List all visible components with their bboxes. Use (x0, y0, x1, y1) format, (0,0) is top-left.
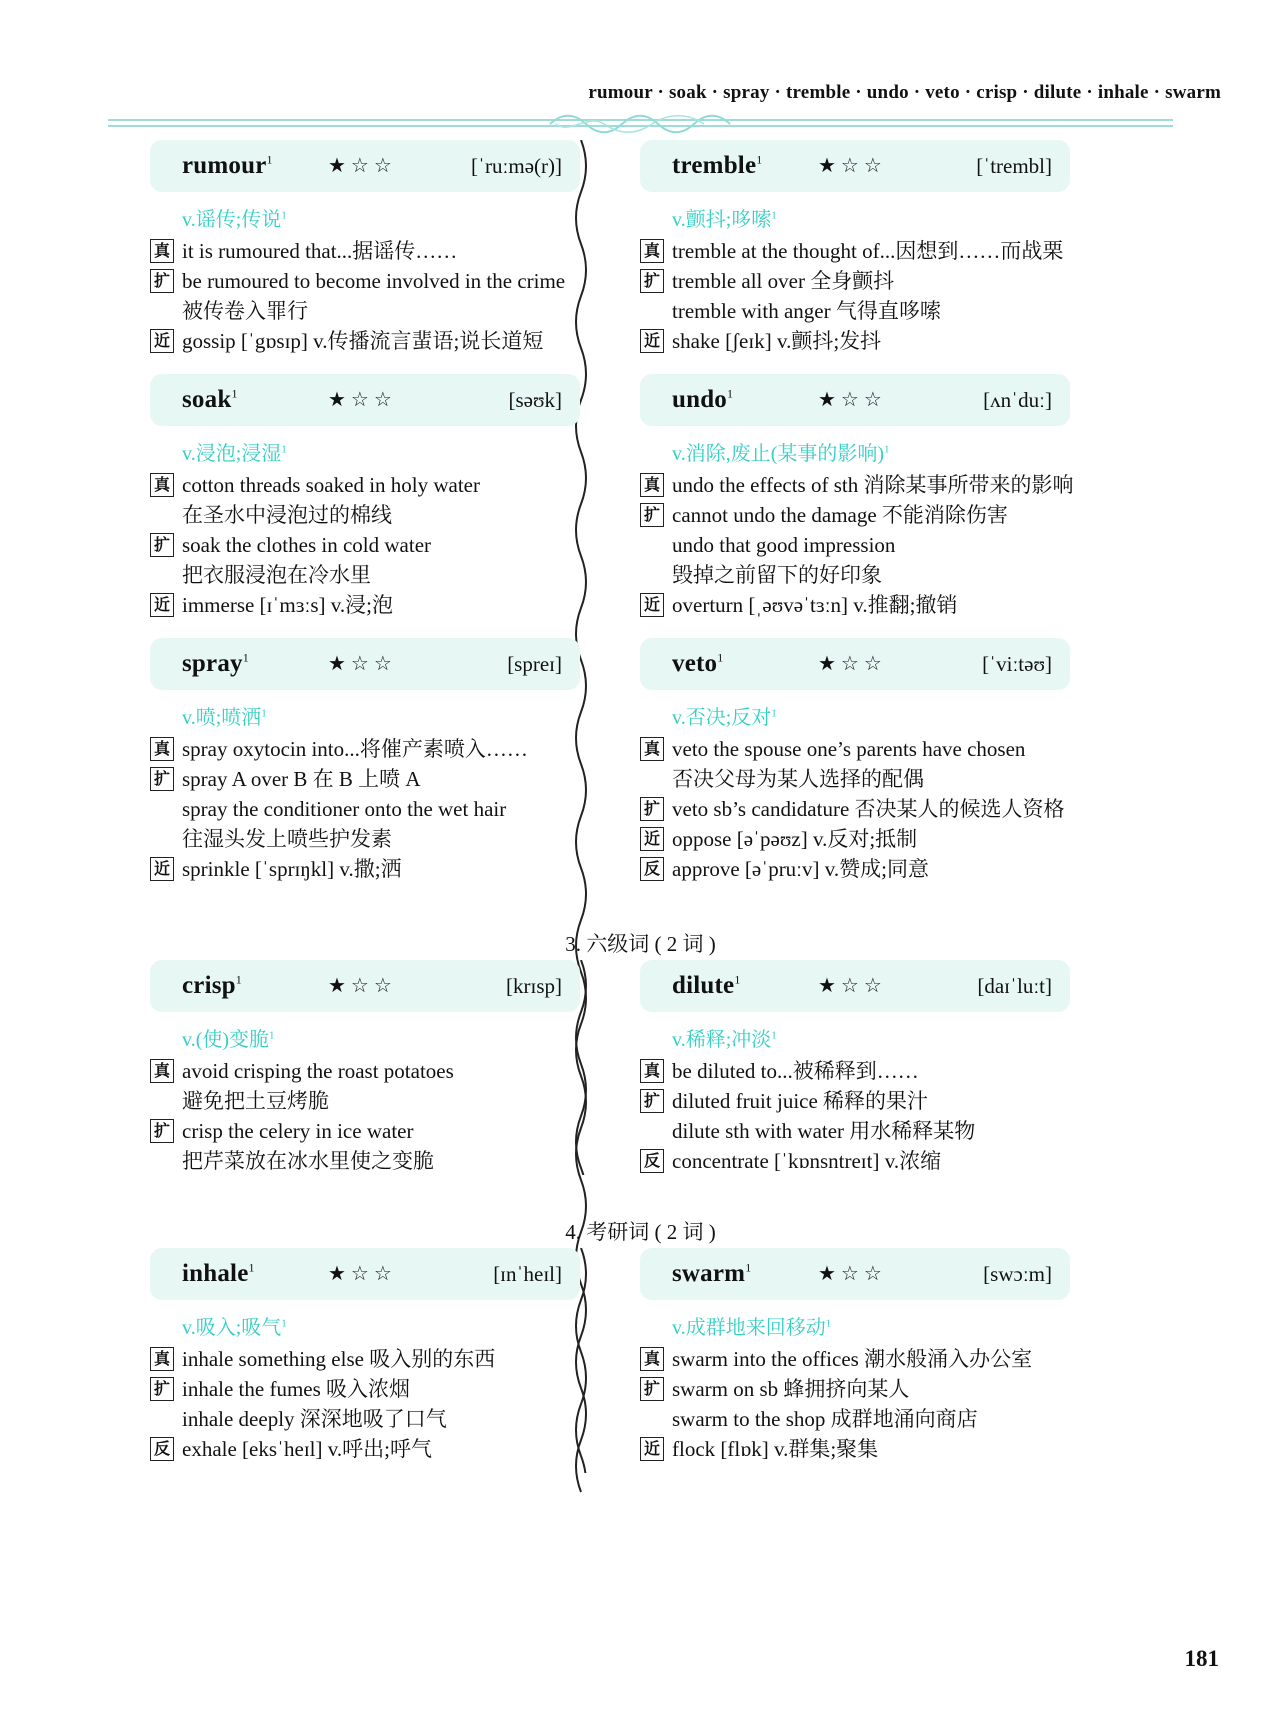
example-line (150, 854, 580, 884)
word-headword: rumour$^1$ (182, 152, 273, 179)
example-text: tremble at the thought of...因想到……而战栗 (672, 239, 1064, 263)
word-headword: dilute$^1$ (672, 972, 741, 999)
marker-real-icon: 真 (150, 1059, 174, 1083)
phonetic-transcription: [səʊk] (508, 387, 562, 412)
marker-expand-icon: 扩 (150, 533, 174, 557)
example-text: shake [ʃeɪk] v.颤抖;发抖 (672, 329, 882, 353)
example-line (150, 470, 580, 500)
example-continuation: 否决父母为某人选择的配偶 (672, 767, 924, 791)
phonetic-transcription: [ˈviːtəʊ] (982, 651, 1052, 676)
word-headword: soak$^1$ (182, 386, 238, 413)
marker-synonym-icon: 近 (150, 857, 174, 881)
word-header (640, 1248, 1070, 1300)
example-line (640, 500, 1070, 530)
marker-expand-icon: 扩 (640, 797, 664, 821)
example-line (640, 1434, 1070, 1464)
example-continuation: inhale deeply 深深地吸了口气 (182, 1407, 447, 1431)
example-line (640, 794, 1070, 824)
example-text: avoid crisping the roast potatoes (182, 1059, 454, 1083)
column-right-sec4 (640, 1248, 1070, 1470)
word-header (640, 140, 1070, 192)
example-text: inhale something else 吸入别的东西 (182, 1347, 496, 1371)
example-text: soak the clothes in cold water (182, 533, 432, 557)
example-line (150, 1344, 580, 1374)
word-entry-soak (150, 374, 580, 620)
word-entry-spray (150, 638, 580, 884)
example-line (640, 1344, 1070, 1374)
star-rating: ★☆☆ (818, 389, 887, 411)
example-text: spray oxytocin into...将催产素喷入…… (182, 737, 528, 761)
example-line (150, 1116, 580, 1146)
column-right-top (640, 140, 1074, 890)
marker-real-icon: 真 (150, 473, 174, 497)
phonetic-transcription: [daɪˈluːt] (977, 973, 1052, 998)
section-heading-3: 3. 六级词 ( 2 词 ) (565, 932, 716, 956)
word-header (150, 638, 580, 690)
phonetic-transcription: [ˈtrembl] (976, 153, 1052, 178)
example-line (640, 470, 1074, 500)
marker-antonym-icon: 反 (640, 857, 664, 881)
word-sense: v.浸泡;浸湿$^1$ (182, 443, 287, 465)
example-line (640, 734, 1070, 764)
example-line (640, 854, 1070, 884)
word-entry-dilute (640, 960, 1070, 1176)
star-rating: ★☆☆ (328, 155, 397, 177)
star-rating: ★☆☆ (818, 975, 887, 997)
example-text: flock [flɒk] v.群集;聚集 (672, 1437, 879, 1461)
marker-real-icon: 真 (640, 1347, 664, 1371)
marker-expand-icon: 扩 (640, 1089, 664, 1113)
word-header (640, 960, 1070, 1012)
marker-expand-icon: 扩 (640, 1377, 664, 1401)
example-line (150, 236, 580, 266)
word-sense: v.(使)变脆$^1$ (182, 1029, 275, 1051)
page-number: 181 (1184, 1646, 1219, 1671)
column-left-top (150, 140, 580, 890)
example-text: it is rumoured that...据谣传…… (182, 239, 458, 263)
example-line (640, 1086, 1070, 1116)
word-headword: veto$^1$ (672, 650, 724, 677)
word-entry-inhale (150, 1248, 580, 1464)
phonetic-transcription: [krɪsp] (506, 973, 562, 998)
word-sense: v.消除,废止(某事的影响)$^1$ (672, 443, 890, 465)
marker-synonym-icon: 近 (150, 593, 174, 617)
example-line (640, 1056, 1070, 1086)
example-continuation: 往湿头发上喷些护发素 (182, 827, 392, 851)
header-rule (108, 113, 1173, 135)
word-header (150, 1248, 580, 1300)
marker-real-icon: 真 (150, 737, 174, 761)
marker-expand-icon: 扩 (150, 1377, 174, 1401)
example-continuation: dilute sth with water 用水稀释某物 (672, 1119, 976, 1143)
star-rating: ★☆☆ (818, 155, 887, 177)
example-text: overturn [ˌəʊvəˈtɜːn] v.推翻;撤销 (672, 593, 958, 617)
star-rating: ★☆☆ (328, 389, 397, 411)
word-header (640, 638, 1070, 690)
example-text: swarm into the offices 潮水般涌入办公室 (672, 1347, 1033, 1371)
example-continuation: 在圣水中浸泡过的棉线 (182, 503, 392, 527)
word-sense: v.颤抖;哆嗦$^1$ (672, 209, 777, 231)
example-continuation: 被传卷入罪行 (182, 299, 308, 323)
word-header (150, 374, 580, 426)
example-text: tremble all over 全身颤抖 (672, 269, 895, 293)
star-rating: ★☆☆ (818, 653, 887, 675)
word-entry-swarm (640, 1248, 1070, 1464)
word-entry-veto (640, 638, 1070, 884)
phonetic-transcription: [swɔːm] (983, 1261, 1052, 1286)
example-line (640, 824, 1070, 854)
word-sense: v.喷;喷洒$^1$ (182, 707, 267, 729)
example-continuation: 避免把土豆烤脆 (182, 1089, 329, 1113)
column-right-sec3 (640, 960, 1070, 1182)
word-headword: tremble$^1$ (672, 152, 763, 179)
word-header (150, 960, 580, 1012)
word-sense: v.成群地来回移动$^1$ (672, 1317, 832, 1339)
phonetic-transcription: [spreɪ] (507, 651, 562, 676)
section-heading-4: 4. 考研词 ( 2 词 ) (565, 1220, 716, 1244)
word-entry-undo (640, 374, 1074, 620)
example-line (640, 266, 1070, 296)
marker-real-icon: 真 (640, 239, 664, 263)
example-text: veto sb’s candidature 否决某人的候选人资格 (672, 797, 1065, 821)
example-continuation: spray the conditioner onto the wet hair (182, 797, 507, 821)
example-continuation: tremble with anger 气得直哆嗦 (672, 299, 941, 323)
marker-expand-icon: 扩 (640, 269, 664, 293)
phonetic-transcription: [ɪnˈheɪl] (493, 1261, 562, 1286)
word-entry-crisp (150, 960, 580, 1176)
example-line (640, 236, 1070, 266)
marker-expand-icon: 扩 (150, 269, 174, 293)
example-text: be rumoured to become involved in the crime (182, 269, 566, 293)
star-rating: ★☆☆ (818, 1263, 887, 1285)
marker-expand-icon: 扩 (150, 767, 174, 791)
example-text: veto the spouse one’s parents have chosen (672, 737, 1026, 761)
example-line (150, 1056, 580, 1086)
word-headword: crisp$^1$ (182, 972, 242, 999)
marker-real-icon: 真 (640, 473, 664, 497)
word-entry-tremble (640, 140, 1070, 356)
marker-synonym-icon: 近 (640, 593, 664, 617)
marker-expand-icon: 扩 (640, 503, 664, 527)
example-line (150, 326, 580, 356)
example-text: swarm on sb 蜂拥挤向某人 (672, 1377, 910, 1401)
word-headword: inhale$^1$ (182, 1260, 255, 1287)
example-line (640, 1146, 1070, 1176)
word-sense: v.吸入;吸气$^1$ (182, 1317, 287, 1339)
example-line (150, 266, 580, 296)
example-text: oppose [əˈpəʊz] v.反对;抵制 (672, 827, 918, 851)
marker-expand-icon: 扩 (150, 1119, 174, 1143)
wave-ornament-icon (548, 111, 738, 137)
marker-synonym-icon: 近 (640, 329, 664, 353)
word-sense: v.谣传;传说$^1$ (182, 209, 287, 231)
example-continuation: undo that good impression (672, 533, 896, 557)
example-text: cotton threads soaked in holy water (182, 473, 480, 497)
marker-real-icon: 真 (150, 239, 174, 263)
word-sense: v.稀释;冲淡$^1$ (672, 1029, 777, 1051)
example-continuation: 把芹菜放在冰水里使之变脆 (182, 1149, 434, 1173)
example-line (640, 326, 1070, 356)
marker-real-icon: 真 (640, 1059, 664, 1083)
marker-real-icon: 真 (640, 737, 664, 761)
word-headword: undo$^1$ (672, 386, 734, 413)
star-rating: ★☆☆ (328, 653, 397, 675)
example-text: undo the effects of sth 消除某事所带来的影响 (672, 473, 1074, 497)
phonetic-transcription: [ʌnˈduː] (983, 387, 1052, 412)
example-line (150, 1434, 580, 1464)
word-entry-rumour (150, 140, 580, 356)
star-rating: ★☆☆ (328, 975, 397, 997)
example-text: concentrate [ˈkɒnsntreɪt] v.浓缩 (672, 1149, 942, 1173)
example-line (150, 590, 580, 620)
word-header (150, 140, 580, 192)
column-left-sec3 (150, 960, 580, 1182)
word-headword: spray$^1$ (182, 650, 249, 677)
marker-antonym-icon: 反 (640, 1149, 664, 1173)
example-line (150, 734, 580, 764)
example-text: be diluted to...被稀释到…… (672, 1059, 919, 1083)
example-continuation: 毁掉之前留下的好印象 (672, 563, 882, 587)
example-continuation: swarm to the shop 成群地涌向商店 (672, 1407, 978, 1431)
example-text: cannot undo the damage 不能消除伤害 (672, 503, 1008, 527)
example-text: immerse [ɪˈmɜːs] v.浸;泡 (182, 593, 394, 617)
example-text: exhale [eksˈheɪl] v.呼出;呼气 (182, 1437, 432, 1461)
phonetic-transcription: [ˈruːmə(r)] (471, 153, 562, 178)
example-text: approve [əˈpruːv] v.赞成;同意 (672, 857, 929, 881)
example-text: gossip [ˈgɒsɪp] v.传播流言蜚语;说长道短 (182, 329, 544, 353)
marker-synonym-icon: 近 (640, 827, 664, 851)
example-line (150, 530, 580, 560)
example-line (150, 1374, 580, 1404)
column-left-sec4 (150, 1248, 580, 1470)
example-text: sprinkle [ˈsprɪŋkl] v.撒;洒 (182, 857, 402, 881)
example-line (640, 1374, 1070, 1404)
example-line (640, 590, 1070, 620)
marker-antonym-icon: 反 (150, 1437, 174, 1461)
example-continuation: 把衣服浸泡在冷水里 (182, 563, 371, 587)
word-headword: swarm$^1$ (672, 1260, 752, 1287)
marker-real-icon: 真 (150, 1347, 174, 1371)
example-line (150, 764, 580, 794)
star-rating: ★☆☆ (328, 1263, 397, 1285)
word-header (640, 374, 1070, 426)
example-text: spray A over B 在 B 上喷 A (182, 767, 421, 791)
example-text: crisp the celery in ice water (182, 1119, 414, 1143)
example-text: diluted fruit juice 稀释的果汁 (672, 1089, 929, 1113)
running-head: rumour · soak · spray · tremble · undo · veto · crisp · dilute · inhale · swarm (588, 82, 1221, 103)
marker-synonym-icon: 近 (640, 1437, 664, 1461)
word-sense: v.否决;反对$^1$ (672, 707, 777, 729)
marker-synonym-icon: 近 (150, 329, 174, 353)
example-text: inhale the fumes 吸入浓烟 (182, 1377, 411, 1401)
